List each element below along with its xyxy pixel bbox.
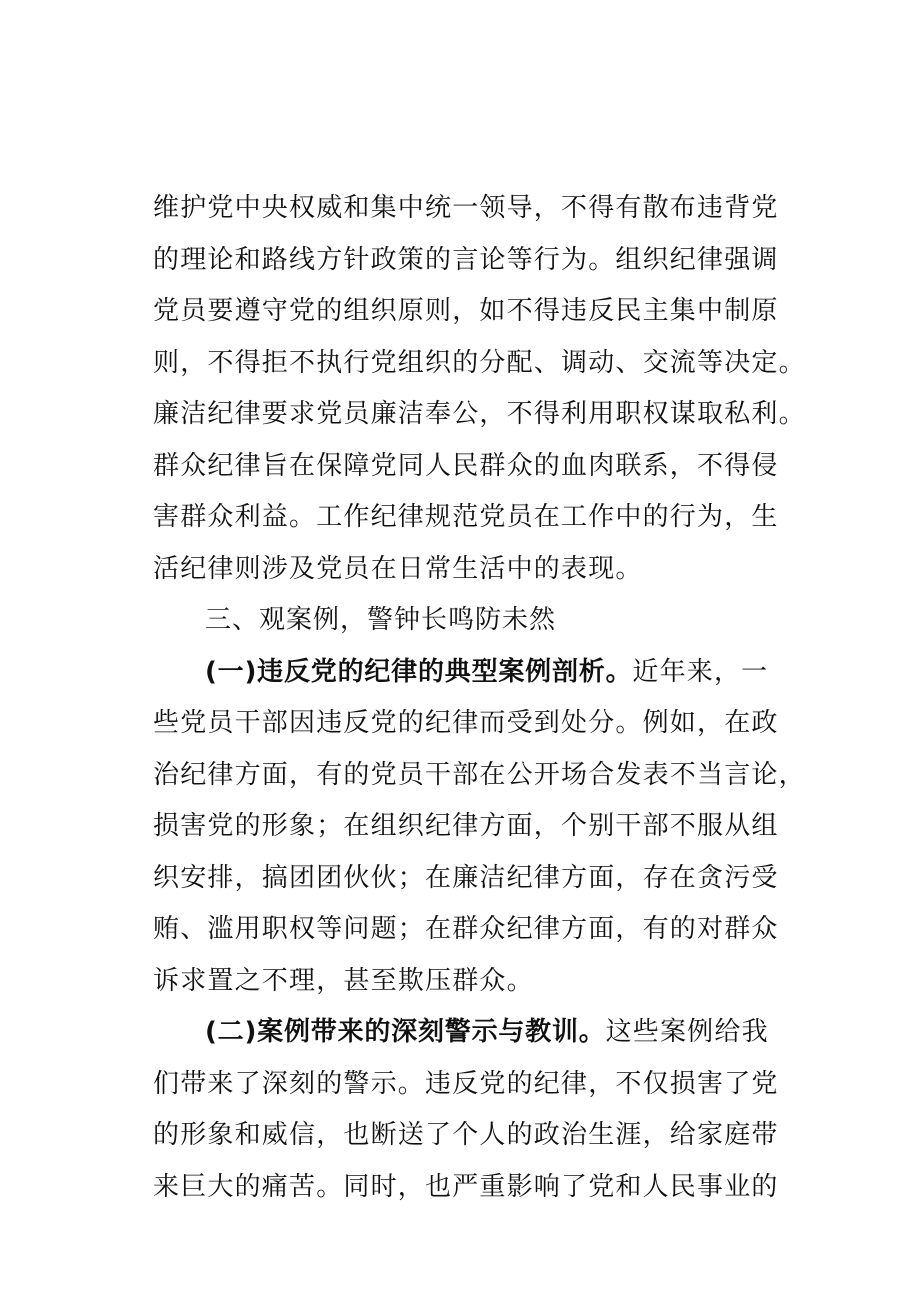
text-line: 群众纪律旨在保障党同人民群众的血肉联系，不得侵 [153,450,779,481]
text-line: 活纪律则涉及党员在日常生活中的表现。 [153,553,643,584]
text-line: 贿、滥用职权等问题；在群众纪律方面，有的对群众 [153,914,779,944]
text-line [153,1007,793,1059]
text-line: 党员要遵守党的组织原则，如不得违反民主集中制原 [153,296,779,326]
text-line: 们带来了深刻的警示。违反党的纪律，不仅损害了党 [153,1068,779,1099]
text-line: 的理论和路线方针政策的言论等行为。组织纪律强调 [153,244,779,275]
paragraph-typical-cases [153,647,806,1008]
paragraph-warnings [153,1007,793,1213]
text-line: 则，不得拒不执行党组织的分配、调动、交流等决定。 [153,347,806,378]
text-line: 害群众利益。工作纪律规范党员在工作中的行为，生 [153,502,779,532]
text-line: 诉求置之不理，甚至欺压群众。 [153,965,534,996]
subsection-title: (二)案例带来的深刻警示与教训。 [205,1017,606,1047]
text-line: 织安排，搞团团伙伙；在廉洁纪律方面，存在贪污受 [153,862,779,893]
text-line: 廉洁纪律要求党员廉洁奉公，不得利用职权谋取私利。 [153,399,806,429]
text-line: 来巨大的痛苦。同时，也严重影响了党和人民事业的 [153,1171,779,1202]
document-body [153,183,806,1213]
text-run: 这些案例给我 [605,1017,769,1047]
text-line: 些党员干部因违反党的纪律而受到处分。例如，在政 [153,708,779,738]
text-line: 治纪律方面，有的党员干部在公开场合发表不当言论， [153,759,806,790]
subsection-title: (一)违反党的纪律的典型案例剖析。 [205,656,633,687]
section-heading: 三、观案例，警钟长鸣防未然 [205,605,557,635]
text-line: 的形象和威信，也断送了个人的政治生涯，给家庭带 [153,1120,779,1150]
text-line [153,647,793,699]
text-line: 损害党的形象；在组织纪律方面，个别干部不服从组 [153,811,779,841]
text-run: 近年来，一 [632,656,769,687]
paragraph-discipline-types [153,183,806,595]
text-line: 维护党中央权威和集中统一领导，不得有散布违背党 [153,193,779,223]
